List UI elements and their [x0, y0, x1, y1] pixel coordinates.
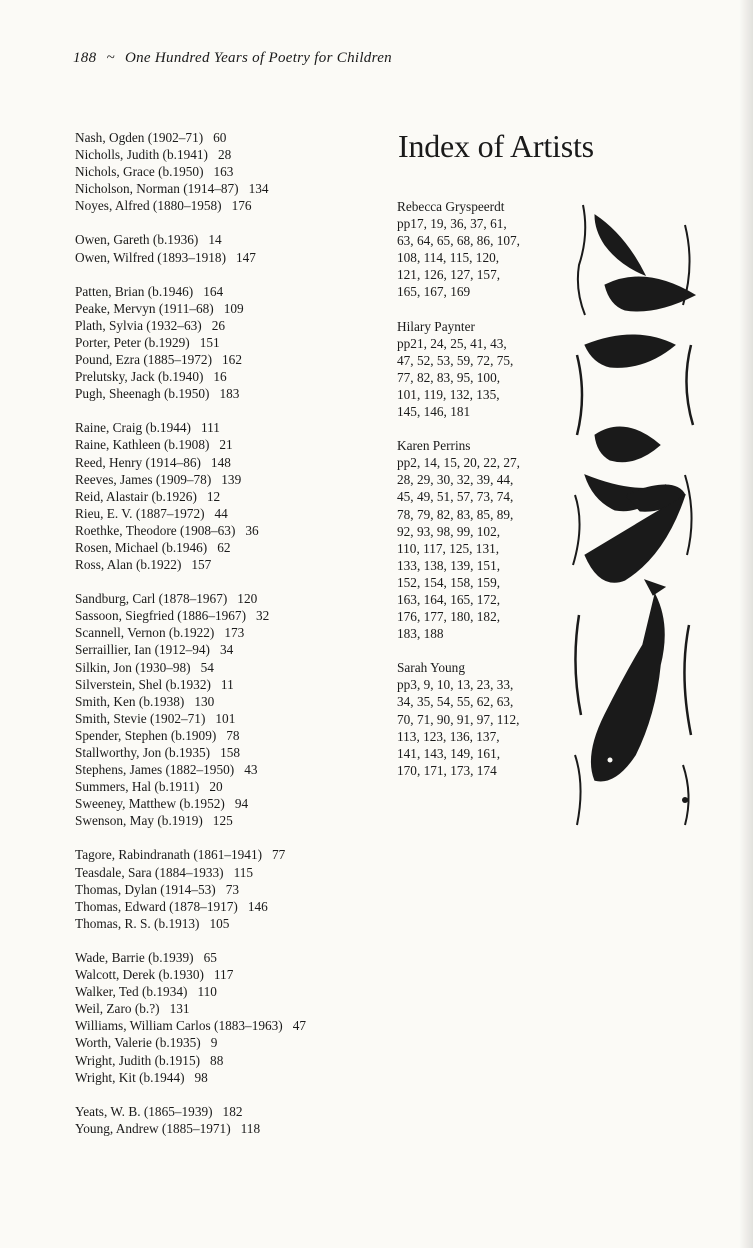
- artist-pages-line: 113, 123, 136, 137,: [397, 728, 500, 744]
- poet-page: 117: [213, 967, 234, 983]
- poet-name: Raine, Craig (b.1944): [75, 420, 191, 436]
- poet-page: 65: [203, 949, 217, 965]
- poet-name: Nichols, Grace (b.1950): [75, 164, 204, 180]
- poet-entry: [75, 949, 375, 966]
- poet-name: Wade, Barrie (b.1939): [75, 949, 194, 965]
- poet-group: [75, 283, 375, 403]
- poet-page: 130: [194, 693, 215, 709]
- poet-name: Walker, Ted (b.1934): [75, 984, 188, 1000]
- poet-name: Young, Andrew (1885–1971): [75, 1120, 231, 1136]
- poet-entry: [75, 385, 375, 402]
- poet-page: 34: [219, 642, 234, 658]
- artist-pages-line: 152, 154, 158, 159,: [397, 574, 501, 590]
- poet-entry: [75, 556, 375, 573]
- poet-entry: [75, 539, 375, 556]
- poet-name: Rieu, E. V. (1887–1972): [75, 505, 205, 521]
- poet-name: Swenson, May (b.1919): [75, 813, 203, 829]
- poet-page: 77: [272, 847, 286, 863]
- page-number: 188: [73, 50, 97, 66]
- poet-name: Silverstein, Shel (b.1932): [75, 676, 211, 692]
- poet-name: Thomas, R. S. (b.1913): [75, 915, 200, 931]
- poet-name: Yeats, W. B. (1865–1939): [75, 1103, 213, 1119]
- poet-entry: [75, 881, 375, 898]
- artist-pages-line: pp2, 14, 15, 20, 22, 27,: [397, 455, 520, 471]
- poet-entry: [75, 197, 375, 214]
- poet-name: Pugh, Sheenagh (b.1950): [75, 386, 210, 402]
- artist-pages-line: 92, 93, 98, 99, 102,: [397, 523, 501, 539]
- poet-entry: [75, 351, 375, 368]
- poet-entry: [75, 778, 375, 795]
- poet-name: Thomas, Dylan (1914–53): [75, 881, 216, 897]
- poet-entry: [75, 231, 375, 248]
- poet-entry: [75, 659, 375, 676]
- poet-entry: [75, 590, 375, 607]
- poet-page: 131: [169, 1001, 190, 1017]
- artist-pages-line: 121, 126, 127, 157,: [397, 267, 501, 283]
- poet-page: 60: [213, 130, 227, 145]
- poet-name: Patten, Brian (b.1946): [75, 283, 194, 299]
- poet-page: 47: [292, 1018, 307, 1034]
- poet-entry: [75, 607, 375, 624]
- poet-entry: [75, 436, 375, 453]
- artist-pages-line: 141, 143, 149, 161,: [397, 745, 501, 761]
- poet-entry: [75, 744, 375, 761]
- poet-entry: [75, 676, 375, 693]
- poet-entry: [75, 693, 375, 710]
- artist-pages-line: 163, 164, 165, 172,: [397, 591, 501, 607]
- poet-entry: [75, 983, 375, 1000]
- page-edge-shadow: [739, 0, 753, 1248]
- poet-entry: [75, 471, 375, 488]
- poet-entry: [75, 1120, 375, 1137]
- poet-entry: [75, 163, 375, 180]
- poet-page: 101: [215, 710, 236, 726]
- poet-page: 183: [219, 386, 240, 402]
- poet-name: Summers, Hal (b.1911): [75, 779, 200, 795]
- poet-page: 110: [197, 984, 217, 1000]
- artist-pages-line: 183, 188: [397, 626, 444, 642]
- poet-name: Owen, Gareth (b.1936): [75, 232, 199, 248]
- poet-page: 9: [210, 1035, 218, 1051]
- poet-entry: [75, 898, 375, 915]
- poet-page: 176: [231, 198, 252, 214]
- artist-pages-line: 145, 146, 181: [397, 404, 471, 420]
- artist-name: Karen Perrins: [397, 438, 471, 454]
- poet-page: 14: [208, 232, 222, 248]
- poet-name: Noyes, Alfred (1880–1958): [75, 198, 222, 214]
- poet-page: 109: [223, 300, 244, 316]
- poet-entry: [75, 1052, 375, 1069]
- poet-name: Silkin, Jon (1930–98): [75, 659, 191, 675]
- poet-name: Reid, Alastair (b.1926): [75, 488, 197, 504]
- poet-page: 62: [217, 539, 231, 555]
- artist-pages-line: 63, 64, 65, 68, 86, 107,: [397, 233, 520, 249]
- artist-pages: [397, 676, 567, 779]
- poet-entry: [75, 1017, 375, 1034]
- poet-index: [75, 129, 375, 1154]
- poet-page: 73: [225, 881, 239, 897]
- book-title: One Hundred Years of Poetry for Children: [124, 50, 392, 66]
- poet-entry: [75, 334, 375, 351]
- artist-pages-line: 108, 114, 115, 120,: [397, 250, 500, 266]
- poet-entry: [75, 129, 375, 146]
- artist-pages-line: 101, 119, 132, 135,: [397, 386, 500, 402]
- poet-entry: [75, 966, 375, 983]
- poet-name: Tagore, Rabindranath (1861–1941): [75, 847, 263, 863]
- poet-group: [75, 231, 375, 265]
- woodcut-illustration-icon: [565, 195, 705, 835]
- poet-name: Peake, Mervyn (1911–68): [75, 300, 214, 316]
- poet-page: 12: [206, 488, 221, 504]
- poet-entry: [75, 915, 375, 932]
- poet-entry: [75, 1103, 375, 1120]
- poet-page: 11: [220, 676, 234, 692]
- poet-page: 105: [209, 915, 230, 931]
- poet-entry: [75, 1069, 375, 1086]
- poet-name: Serraillier, Ian (1912–94): [75, 642, 210, 658]
- artist-pages-line: 165, 167, 169: [397, 284, 471, 300]
- poet-name: Rosen, Michael (b.1946): [75, 539, 208, 555]
- poet-group: [75, 1103, 375, 1137]
- artist-entry: [397, 437, 567, 642]
- artist-pages: [397, 335, 567, 420]
- artist-pages-line: pp21, 24, 25, 41, 43,: [397, 335, 507, 351]
- poet-page: 158: [220, 745, 241, 760]
- poet-name: Pound, Ezra (1885–1972): [75, 352, 213, 368]
- poet-entry: [75, 505, 375, 522]
- poet-page: 118: [240, 1120, 261, 1136]
- poet-name: Raine, Kathleen (b.1908): [75, 437, 210, 453]
- poet-page: 111: [200, 420, 220, 436]
- poet-page: 173: [224, 625, 245, 641]
- poet-page: 21: [219, 437, 233, 453]
- poet-entry: [75, 454, 375, 471]
- artist-pages-line: 110, 117, 125, 131,: [397, 540, 500, 556]
- poet-page: 88: [210, 1052, 224, 1068]
- poet-page: 157: [191, 557, 212, 573]
- separator: ~: [106, 50, 115, 66]
- poet-page: 98: [194, 1069, 208, 1085]
- poet-page: 78: [226, 727, 240, 743]
- poet-page: 139: [221, 471, 242, 487]
- poet-page: 36: [245, 522, 259, 538]
- poet-page: 163: [213, 164, 234, 180]
- poet-page: 32: [256, 608, 270, 624]
- poet-entry: [75, 864, 375, 881]
- poet-name: Stephens, James (1882–1950): [75, 762, 235, 778]
- poet-name: Walcott, Derek (b.1930): [75, 967, 204, 983]
- poet-page: 115: [233, 864, 254, 880]
- artist-pages-line: 45, 49, 51, 57, 73, 74,: [397, 489, 514, 505]
- poet-entry: [75, 283, 375, 300]
- artist-pages-line: 77, 82, 83, 95, 100,: [397, 369, 501, 385]
- poet-name: Sandburg, Carl (1878–1967): [75, 591, 228, 607]
- poet-entry: [75, 1034, 375, 1051]
- artist-pages-line: 78, 79, 82, 83, 85, 89,: [397, 506, 514, 522]
- poet-name: Reeves, James (1909–78): [75, 471, 212, 487]
- poet-name: Owen, Wilfred (1893–1918): [75, 249, 226, 265]
- poet-name: Wright, Judith (b.1915): [75, 1052, 201, 1068]
- poet-name: Smith, Stevie (1902–71): [75, 710, 206, 726]
- poet-page: 28: [217, 147, 232, 163]
- artist-name: Rebecca Gryspeerdt: [397, 199, 505, 214]
- poet-page: 120: [237, 591, 258, 607]
- artist-pages: [397, 454, 567, 642]
- poet-entry: [75, 522, 375, 539]
- poet-entry: [75, 249, 375, 266]
- poet-name: Williams, William Carlos (1883–1963): [75, 1018, 283, 1034]
- poet-name: Nicholson, Norman (1914–87): [75, 181, 239, 197]
- poet-page: 26: [211, 317, 225, 333]
- poet-name: Sweeney, Matthew (b.1952): [75, 796, 225, 812]
- poet-page: 147: [236, 249, 256, 265]
- artist-index: [397, 198, 567, 796]
- artist-pages-line: 34, 35, 54, 55, 62, 63,: [397, 694, 514, 710]
- poet-page: 44: [214, 505, 228, 521]
- poet-entry: [75, 795, 375, 812]
- poet-name: Worth, Valerie (b.1935): [75, 1035, 201, 1051]
- poet-name: Scannell, Vernon (b.1922): [75, 625, 215, 641]
- artist-pages-line: 28, 29, 30, 32, 39, 44,: [397, 472, 514, 488]
- artist-name: Hilary Paynter: [397, 318, 475, 334]
- poet-entry: [75, 419, 375, 436]
- running-head: [73, 50, 392, 67]
- poet-name: Thomas, Edward (1878–1917): [75, 898, 238, 914]
- poet-name: Spender, Stephen (b.1909): [75, 727, 217, 743]
- poet-page: 164: [203, 283, 224, 299]
- poet-name: Teasdale, Sara (1884–1933): [75, 864, 224, 880]
- artist-pages-line: pp17, 19, 36, 37, 61,: [397, 216, 507, 232]
- artist-pages: [397, 215, 567, 300]
- artist-pages-line: 47, 52, 53, 59, 72, 75,: [397, 352, 514, 368]
- poet-group: [75, 419, 375, 573]
- poet-page: 94: [234, 796, 249, 812]
- poet-entry: [75, 812, 375, 829]
- poet-entry: [75, 710, 375, 727]
- poet-page: 43: [244, 762, 258, 778]
- poet-page: 16: [213, 369, 227, 385]
- poet-entry: [75, 1000, 375, 1017]
- poet-page: 134: [248, 181, 269, 197]
- poet-name: Porter, Peter (b.1929): [75, 334, 190, 350]
- artist-pages-line: pp3, 9, 10, 13, 23, 33,: [397, 677, 514, 693]
- poet-entry: [75, 180, 375, 197]
- poet-group: [75, 129, 375, 214]
- poet-name: Sassoon, Siegfried (1886–1967): [75, 608, 246, 624]
- poet-entry: [75, 317, 375, 334]
- poet-name: Reed, Henry (1914–86): [75, 454, 201, 470]
- poet-entry: [75, 146, 375, 163]
- poet-page: 151: [199, 334, 220, 350]
- poet-name: Ross, Alan (b.1922): [75, 557, 182, 573]
- poet-entry: [75, 624, 375, 641]
- poet-entry: [75, 846, 375, 863]
- artist-pages-line: 133, 138, 139, 151,: [397, 557, 501, 573]
- artist-pages-line: 176, 177, 180, 182,: [397, 609, 501, 625]
- poet-page: 146: [247, 898, 268, 914]
- poet-page: 182: [222, 1103, 243, 1119]
- poet-entry: [75, 300, 375, 317]
- poet-page: 148: [210, 454, 231, 470]
- poet-name: Nash, Ogden (1902–71): [75, 130, 204, 145]
- poet-name: Prelutsky, Jack (b.1940): [75, 369, 204, 385]
- artist-entry: [397, 198, 567, 301]
- artist-entry: [397, 659, 567, 779]
- poet-name: Stallworthy, Jon (b.1935): [75, 745, 211, 760]
- artist-pages-line: 70, 71, 90, 91, 97, 112,: [397, 711, 520, 727]
- artist-pages-line: 170, 171, 173, 174: [397, 762, 497, 778]
- artist-entry: [397, 318, 567, 421]
- poet-entry: [75, 488, 375, 505]
- poet-entry: [75, 761, 375, 778]
- poet-group: [75, 846, 375, 931]
- poet-page: 20: [209, 779, 223, 795]
- poet-entry: [75, 641, 375, 658]
- poet-entry: [75, 727, 375, 744]
- poet-name: Plath, Sylvia (1932–63): [75, 317, 202, 333]
- poet-page: 125: [212, 813, 233, 829]
- poet-page: 162: [222, 352, 242, 368]
- poet-group: [75, 590, 375, 829]
- poet-name: Nicholls, Judith (b.1941): [75, 147, 208, 163]
- index-of-artists-title: Index of Artists: [398, 128, 594, 164]
- artist-name: Sarah Young: [397, 660, 465, 676]
- poet-name: Smith, Ken (b.1938): [75, 693, 185, 709]
- poet-group: [75, 949, 375, 1086]
- poet-name: Wright, Kit (b.1944): [75, 1069, 185, 1085]
- poet-name: Weil, Zaro (b.?): [75, 1001, 160, 1017]
- poet-entry: [75, 368, 375, 385]
- poet-name: Roethke, Theodore (1908–63): [75, 522, 236, 538]
- poet-page: 54: [200, 659, 214, 675]
